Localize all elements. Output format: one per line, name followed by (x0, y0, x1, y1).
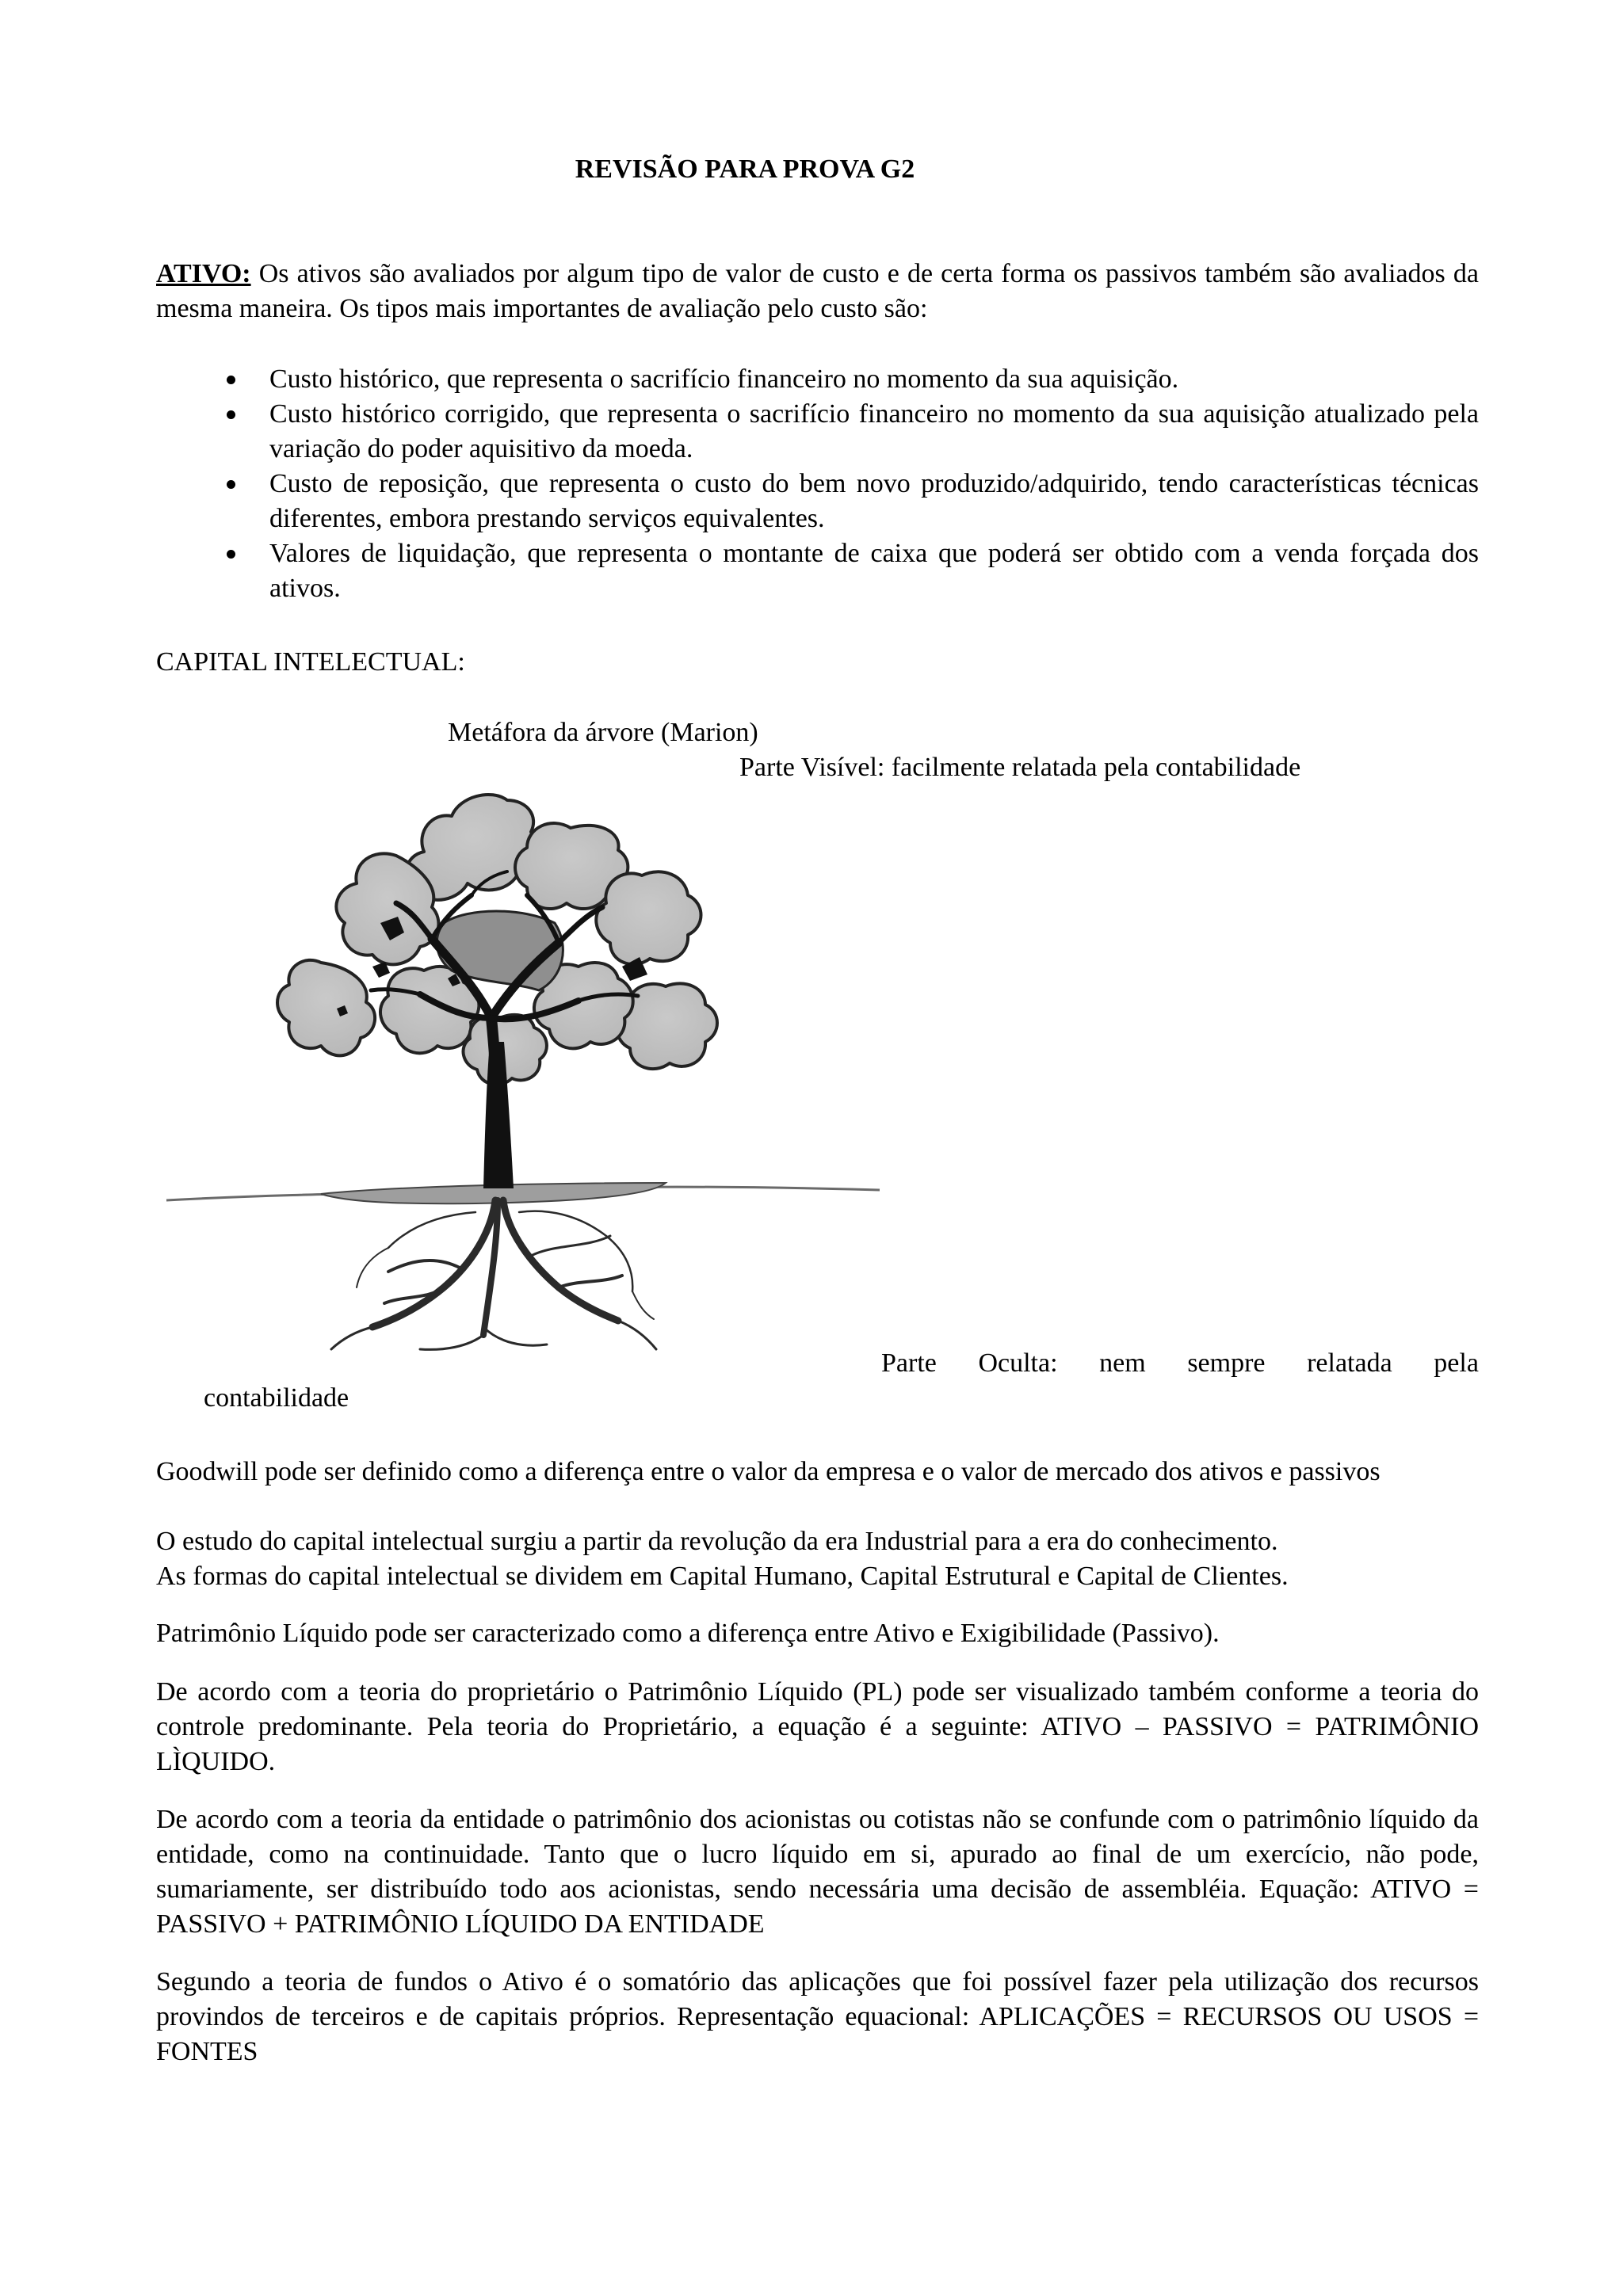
bullet-icon (227, 376, 235, 384)
ativo-label: ATIVO: (156, 259, 251, 288)
hidden-part-label (881, 1346, 1479, 1381)
list-item (269, 397, 1479, 467)
valuation-cost-list (269, 362, 1479, 606)
bullet-icon (227, 550, 235, 559)
entidade-paragraph: De acordo com a teoria da entidade o patrimônio dos acionistas ou cotistas não se confunde com o patrimônio líquido da entidade, como na continuidade. Tanto que o lucro líquido em si, apurado ao final de um exercício, não pode, sumariamente, ser distribuído todo aos acionistas, sendo necessária uma decisão de assembléia. Equação: ATIVO = PASSIVO + PATRIMÔNIO LÍQUIDO DA ENTIDADE (156, 1805, 1479, 1939)
hidden-part-word: pela (1434, 1348, 1479, 1378)
hidden-part-word: nem (1099, 1348, 1146, 1378)
formas-paragraph: As formas do capital intelectual se dividem em Capital Humano, Capital Estrutural e Capital de Clientes. (156, 1562, 1289, 1591)
ativo-paragraph (156, 257, 1479, 326)
list-item-text: Custo histórico corrigido, que representa o sacrifício financeiro no momento da sua aquisição atualizado pela variação do poder aquisitivo da moeda. (269, 399, 1479, 463)
visible-part-label: Parte Visível: facilmente relatada pela contabilidade (739, 753, 1301, 782)
list-item-text: Valores de liquidação, que representa o montante de caixa que poderá ser obtido com a venda forçada dos ativos. (269, 539, 1479, 603)
hidden-part-word: Oculta: (978, 1348, 1058, 1378)
ativo-text: Os ativos são avaliados por algum tipo de valor de custo e de certa forma os passivos também são avaliados da mesma maneira. Os tipos mais importantes de avaliação pelo custo são: (156, 259, 1479, 323)
bullet-icon (227, 480, 235, 489)
list-item (269, 536, 1479, 606)
capital-intelectual-heading: CAPITAL INTELECTUAL: (156, 647, 465, 677)
bullet-icon (227, 410, 235, 419)
hidden-part-word: sempre (1187, 1348, 1266, 1378)
hidden-part-label-end: contabilidade (204, 1383, 349, 1413)
tree-roots (331, 1200, 656, 1349)
page-title: REVISÃO PARA PROVA G2 (575, 154, 915, 184)
pl-paragraph: Patrimônio Líquido pode ser caracterizado como a diferença entre Ativo e Exigibilidade (Passivo). (156, 1619, 1220, 1648)
fundos-paragraph: Segundo a teoria de fundos o Ativo é o somatório das aplicações que foi possível fazer pela utilização dos recursos provindos de terceiros e de capitais próprios. Representação equacional: APLICAÇÕES = RECURSOS OU USOS = FONTES (156, 1967, 1479, 2066)
figure-caption: Metáfora da árvore (Marion) (448, 718, 758, 747)
list-item (269, 362, 1479, 397)
tree-metaphor-illustration (158, 780, 888, 1371)
hidden-part-word: relatada (1307, 1348, 1392, 1378)
proprietario-paragraph: De acordo com a teoria do proprietário o Patrimônio Líquido (PL) pode ser visualizado também conforme a teoria do controle predominante. Pela teoria do Proprietário, a equação é a seguinte: ATIVO – PASSIVO = PATRIMÔNIO LÌQUIDO. (156, 1677, 1479, 1776)
goodwill-paragraph: Goodwill pode ser definido como a diferença entre o valor da empresa e o valor de mercado dos ativos e passivos (156, 1457, 1381, 1486)
list-item-text: Custo de reposição, que representa o custo do bem novo produzido/adquirido, tendo características técnicas diferentes, embora prestando serviços equivalentes. (269, 469, 1479, 533)
list-item-text: Custo histórico, que representa o sacrifício financeiro no momento da sua aquisição. (269, 364, 1179, 394)
list-item (269, 467, 1479, 536)
estudo-paragraph: O estudo do capital intelectual surgiu a partir da revolução da era Industrial para a era do conhecimento. (156, 1527, 1278, 1556)
hidden-part-word: Parte (881, 1348, 937, 1378)
